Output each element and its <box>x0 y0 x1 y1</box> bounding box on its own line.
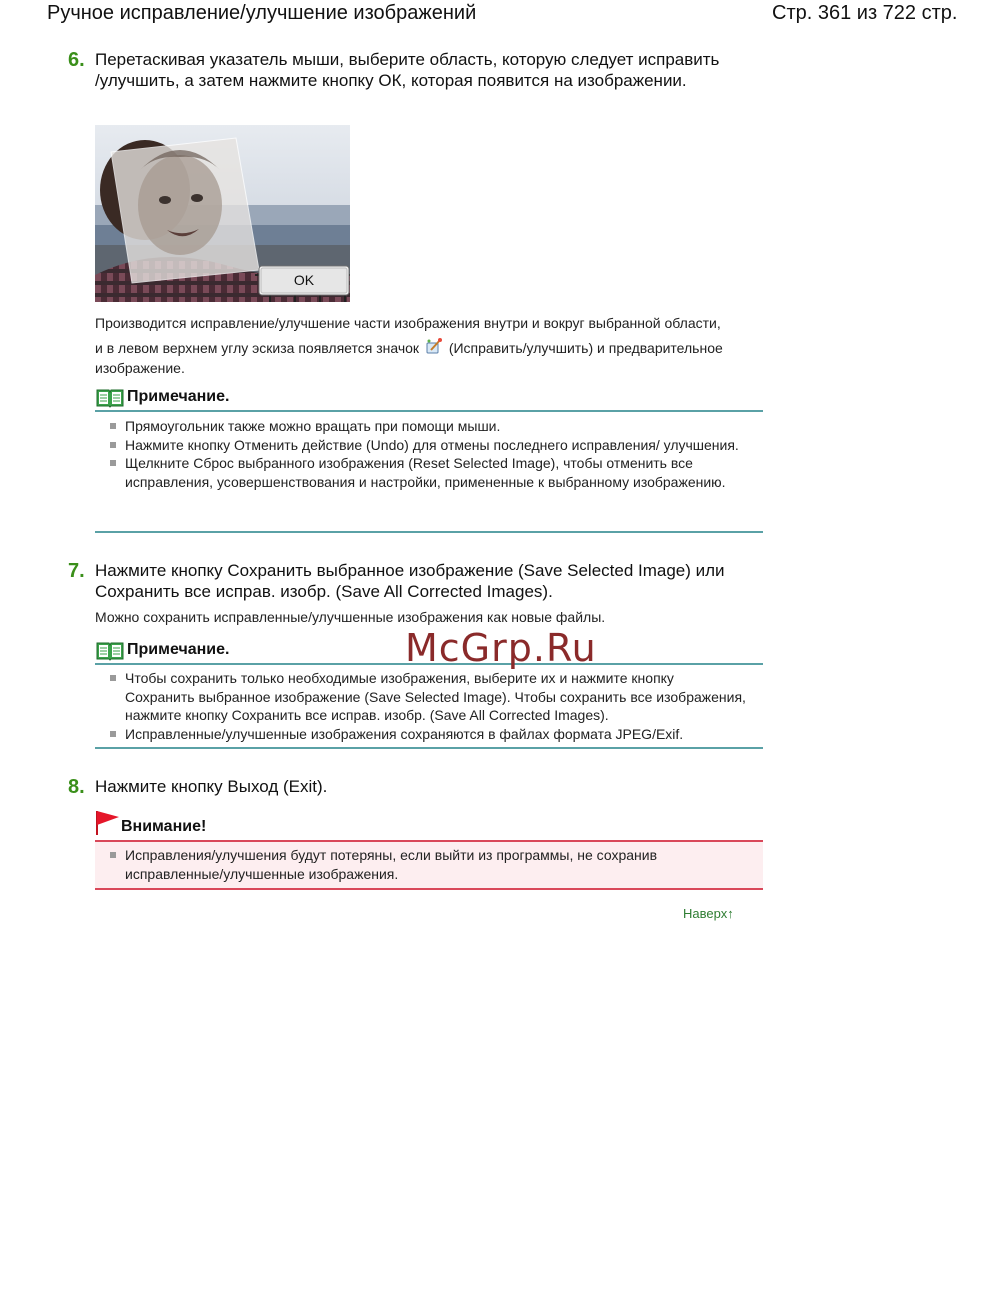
note-1-header <box>95 388 763 412</box>
step-6-instruction <box>95 49 775 91</box>
step-7-description: Можно сохранить исправленные/улучшенные изображения как новые файлы. <box>95 609 606 625</box>
step-7-instruction <box>95 560 775 602</box>
example-screenshot <box>95 125 350 302</box>
step-8-number: 8. <box>68 776 85 798</box>
note-1-bottom-rule <box>95 531 763 533</box>
list-item: Прямоугольник также можно вращать при помощи мыши. <box>107 417 747 436</box>
page-counter: Стр. 361 из 722 стр. <box>772 2 958 24</box>
back-to-top-link[interactable]: Наверх↑ <box>683 906 734 921</box>
note-1-title: Примечание. <box>127 388 230 405</box>
watermark: McGrp.Ru <box>405 626 597 670</box>
book-icon <box>96 641 124 661</box>
step-6-number: 6. <box>68 49 85 71</box>
list-item: Щелкните Сброс выбранного изображения (Reset Selected Image), чтобы отменить все исправления, усовершенствования и настройки, примененные к выбранному изображению. <box>107 454 747 491</box>
step-6-desc-line-1: Производится исправление/улучшение части изображения внутри и вокруг выбранной области, <box>95 315 721 331</box>
list-item: Нажмите кнопку Отменить действие (Undo) для отмены последнего исправления/ улучшения. <box>107 436 747 455</box>
warning-flag-icon <box>95 810 121 836</box>
page-title: Ручное исправление/улучшение изображений <box>47 2 477 24</box>
correct-enhance-icon <box>425 337 443 355</box>
note-1-list <box>107 417 747 491</box>
list-item: Чтобы сохранить только необходимые изображения, выберите их и нажмите кнопку Сохранить выбранное изображение (Save Selected Image). Чтобы сохранить все изображения, нажмите кнопку Сохранить все исправ. изобр. (Save All Corrected Images). <box>107 669 747 725</box>
step-6-line-2: /улучшить, а затем нажмите кнопку ОК, которая появится на изображении. <box>95 71 687 90</box>
step-7-number: 7. <box>68 560 85 582</box>
step-7-line-1: Нажмите кнопку Сохранить выбранное изображение (Save Selected Image) или <box>95 561 725 580</box>
step-6-desc-line-2: и в левом верхнем углу эскиза появляется значок (Исправить/улучшить) и предварительное <box>95 337 775 358</box>
warning-list <box>107 846 747 883</box>
step-8-instruction: Нажмите кнопку Выход (Exit). <box>95 777 328 796</box>
warning-title: Внимание! <box>121 818 207 835</box>
step-7-line-2: Сохранить все исправ. изобр. (Save All Corrected Images). <box>95 582 553 601</box>
ok-button[interactable]: OK <box>293 272 315 288</box>
list-item: Исправления/улучшения будут потеряны, если выйти из программы, не сохранив исправленные/улучшенные изображения. <box>107 846 747 883</box>
step-6-line-1: Перетаскивая указатель мыши, выберите область, которую следует исправить <box>95 50 720 69</box>
list-item: Исправленные/улучшенные изображения сохраняются в файлах формата JPEG/Exif. <box>107 725 747 744</box>
step-6-description <box>95 313 775 378</box>
note-2-list <box>107 669 747 743</box>
note-2-bottom-rule <box>95 747 763 749</box>
note-2-title: Примечание. <box>127 641 230 658</box>
step-6-desc-line-3: изображение. <box>95 360 185 376</box>
book-icon <box>96 388 124 408</box>
